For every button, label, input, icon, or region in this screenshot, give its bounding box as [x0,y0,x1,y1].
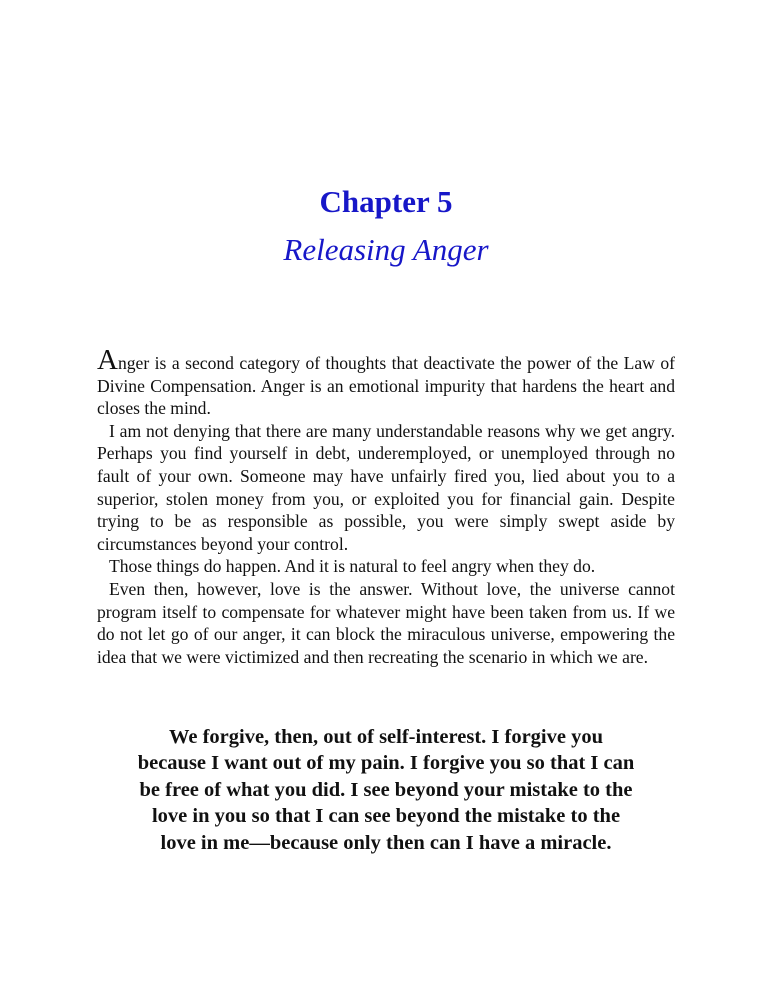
drop-cap: A [97,344,118,376]
quote-line: We forgive, then, out of self-interest. I forgive you [168,726,604,748]
quote-line: because I want out of my pain. I forgive you so that I can [137,752,635,775]
chapter-number: Chapter 5 [319,184,453,219]
paragraph-2: I am not denying that there are many understandable reasons why we get angry. Perhaps you find yourself in debt, underemployed, or unemployed through no fault of your own. Someone may have unfairly fired you, lied about you to a superior, stolen money from you, or exploited you for financial gain. Despite trying to be as responsible as possible, you were simply swept aside by circumstances beyond your control. [97,420,675,554]
chapter-body [97,344,675,668]
paragraph-1-text: nger is a second category of thoughts that deactivate the power of the Law of Divine Compensation. Anger is an emotional impurity that hardens the heart and closes the mind. [97,353,675,419]
chapter-title: Releasing Anger [283,232,489,267]
quote-line: be free of what you did. I see beyond your mistake to the [139,778,633,801]
paragraph-3: Those things do happen. And it is natural to feel angry when they do. [109,556,596,577]
paragraph-1 [97,344,675,420]
paragraph-4: Even then, however, love is the answer. Without love, the universe cannot program itself to compensate for whatever might have been taken from us. If we do not let go of our anger, it can block the miraculous universe, empowering the idea that we were victimized and then recreating the scenario in which we are. [97,578,675,667]
quote-line: love in you so that I can see beyond the mistake to the [151,805,621,828]
pull-quote [112,724,660,856]
quote-line: love in me—because only then can I have a miracle. [160,831,612,854]
